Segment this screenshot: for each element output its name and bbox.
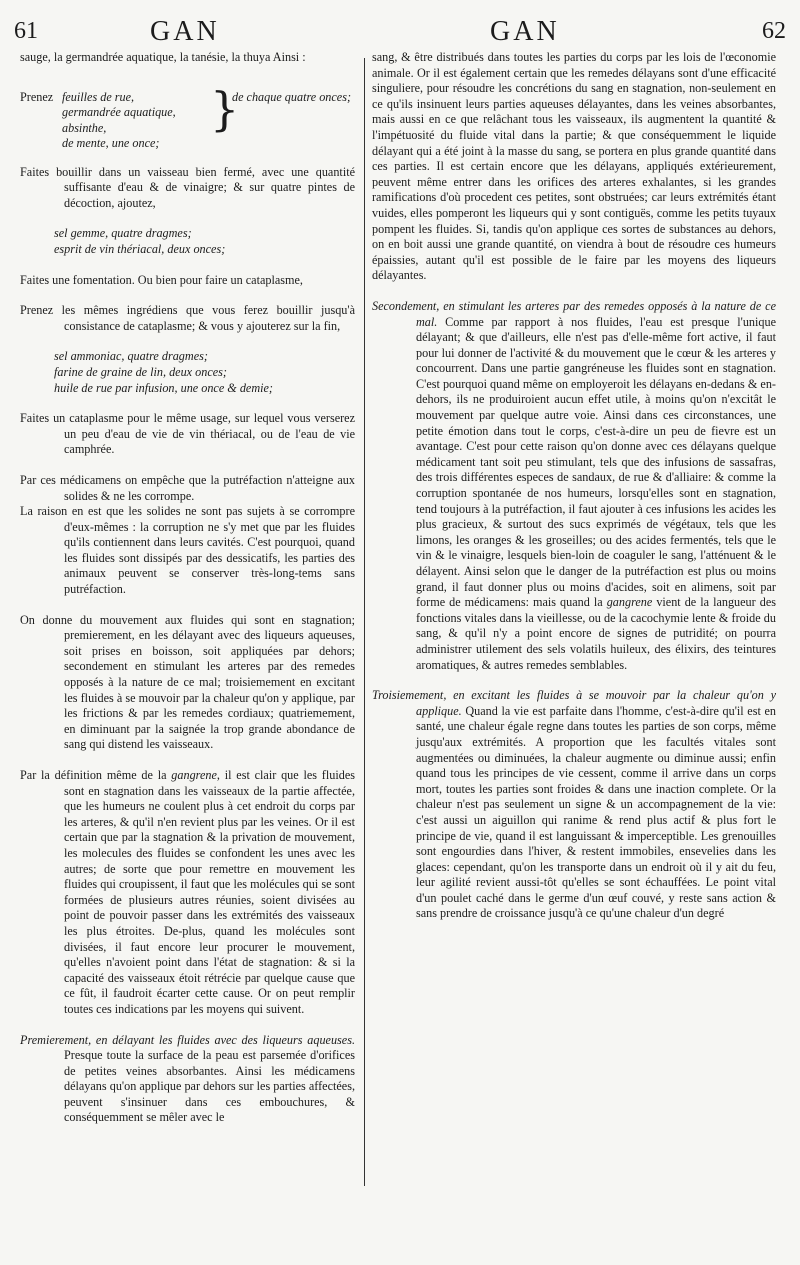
paragraph: On donne du mouvement aux fluides qui sont en stagnation; premierement, en les délayant avec des liqueurs aqueuses, soit prises en boisson, soit appliquées par dehors; secondement en stimulant les arteres par des remedes opposés à la nature de ce mal; troisiemement en excitant les fluides à se mouvoir par la chaleur qu'on y applique, par les frictions & par les remedes cordiaux; quatriemement, en diminuant par la saignée la trop grande abondance de sang qui distend les vaisseaux. <box>20 612 355 752</box>
paragraph: Par ces médicamens on empêche que la putréfaction n'atteigne aux solides & ne les corrompe. <box>20 472 355 503</box>
formula-line: sel ammoniac, quatre dragmes; <box>54 349 208 364</box>
paragraph: Faites une fomentation. Ou bien pour faire un cataplasme, <box>20 272 303 287</box>
left-running-head: GAN <box>150 16 220 47</box>
text-run: , il est clair que les fluides sont en stagnation dans les vaisseaux de la partie affectée, que les humeurs ne coulent plus à cet endroit du corps par les arteres, & qu'il n'en revient plus par les veines. Or il est certain que par la stagnation & la privation de mouvement, les molecules des fluides se confondent les unes avec les autres; de sorte que pour remettre en mouvement les fluides qui croupissent, il faut que les molécules qui se sont formées de plusieurs autres réunies, soient divisées au point de pouvoir passer dans les extrémités des vaisseaux les plus étroites. De-plus, quand les molécules sont divisées, il faut encore leur procurer le mouvement, qu'elles n'avoient point dans l'état de stagnation: & si la capacité des vaisseaux étoit rétrécie par quelque cause que ce fût, il faudroit écarter cette cause. Or on peut remplir toutes ces indications par les moyens qui suivent. <box>64 768 355 1016</box>
formula-list <box>54 349 355 396</box>
page-header <box>0 10 800 50</box>
text-run-italic: Troisiemement, en excitant les fluides à se mouvoir par la chaleur qu'on y applique. <box>372 688 776 718</box>
paragraph: Prenez les mêmes ingrédiens que vous ferez bouillir jusqu'à consistance de cataplasme; & vous y ajouterez sur la fin, <box>20 303 355 333</box>
recipe-items <box>62 90 176 152</box>
paragraph: Faites un cataplasme pour le même usage, sur lequel vous verserez un peu d'eau de vie de vin thériacal, ou de l'eau de vie camphrée. <box>20 411 355 457</box>
text-run-italic: gangrene <box>606 595 653 610</box>
recipe-block <box>20 81 355 151</box>
paragraph: Faites bouillir dans un vaisseau bien fermé, avec une quantité suffisante d'eau & de vinaigre; & sur quatre pintes de décoction, ajoutez, <box>20 164 355 210</box>
text-run: Presque toute la surface de la peau est parsemée d'orifices de petites veines absorbantes. Ainsi les médicamens délayans qu'on applique par dehors sur les parties affectées, peuvent s'insinuer dans ces embouchures, & conséquemment se mêler avec le <box>64 1048 355 1125</box>
recipe-item: absinthe, <box>62 120 107 135</box>
recipe-quantity: de chaque quatre onces; <box>232 89 352 104</box>
right-page-number: 62 <box>762 18 786 44</box>
text-run: Quand la vie est parfaite dans l'homme, c'est-à-dire qu'il est en santé, une chaleur égale regne dans toutes les parties de son corps, même jusqu'aux extrémités. A proportion que les facultés vitales sont augmentées ou diminuées, la chaleur augmente ou diminue aussi; enfin quand tous les principes de vie cessent, comme il arrive dans un corps mort, toutes les parties sont froides & dans une inaction complete. Or la chaleur n'est pas seulement un signe & un accompagnement de la vie: c'est aussi un aiguillon qui ranime & rend plus actif & plus fort le principe de vie, quand il est languissant & imperceptible. Les grenouilles sont engourdies dans l'hiver, & restent immobiles, ensevelies dans les glaces: cependant, qu'on les transporte dans un endroit où il y ait du feu, leur agilité revient aussi-tôt qu'elles se sont échauffées. Le point vital d'un poulet caché dans le germe d'un œuf couvé, y reste sans action & sans prendre de croissance jusqu'à ce qu'une chaleur d'un degré <box>416 703 776 921</box>
formula-line: huile de rue par infusion, une once & demie; <box>54 380 273 395</box>
paragraph <box>372 299 776 673</box>
recipe-item: de mente, une once; <box>62 136 160 151</box>
recipe-item: feuilles de rue, <box>62 89 135 104</box>
paragraph: sauge, la germandrée aquatique, la tanésie, la thuya Ainsi : <box>20 50 306 64</box>
paragraph <box>20 1033 355 1127</box>
paragraph: La raison en est que les solides ne sont pas sujets à se corrompre d'eux-mêmes : la corruption ne s'y met que par les fluides qu'ils contiennent dans leurs cavités. C'est pourquoi, quand les fluides sont dissipés par des dessicatifs, les parties des animaux peuvent se conserver très-long-tems sans putréfaction. <box>20 504 355 597</box>
text-run: vient de la langueur des fonctions vitales dans la vieillesse, ou de la cacochymie lente & froide du sang, & qu'il n'y a point encore de signes de putridité; on pourra administrer utilement des sels volatils huileux, des élixirs, des teintures aromatiques, & autres remedes semblables. <box>416 595 776 672</box>
text-run: Par la définition même de la <box>20 768 172 782</box>
right-column <box>372 50 776 937</box>
text-run-italic: gangrene <box>171 768 217 782</box>
formula-list <box>54 226 355 257</box>
right-running-head: GAN <box>490 16 560 47</box>
formula-line: esprit de vin thériacal, deux onces; <box>54 241 226 256</box>
left-page-number: 61 <box>14 18 38 44</box>
paragraph: sang, & être distribués dans toutes les parties du corps par les lois de l'œconomie animale. Or il est également certain que les remedes délayans sont d'une efficacité singuliere, pour résoudre les concrétions du sang en stagnation, non-seulement en ce qu'ils insinuent leurs parties aqueuses délayantes, dans les veines absorbantes, mais aussi en ce que relâchant tous les vaisseaux, ils augmentent la quantité & l'impétuosité du fluide vital dans la partie; & que conséquemment le liquide délayant qui a été joint à la masse du sang, se portera en plus grande quantité dans ces parties. Il est certain encore que les délayans, appliqués extérieurement, peuvent même entrer dans les orifices des arteres exhalantes, si les grandes ramifications d'où procedent ces petites, sont obstruées; car leurs extrémités étant vuides, elles pomperont les liqueurs qui y sont contiguës, comme les petits tuyaux pompent les fluides. Si, tandis qu'on applique ces sortes de substances au dehors, on en boit aussi une grande quantité, on viendra à bout de résoudre ces humeurs épaissies, autant qu'il est possible de le faire par les moyens des liqueurs délayantes. <box>372 50 776 283</box>
recipe-lead: Prenez <box>20 89 54 104</box>
column-divider <box>364 58 365 1186</box>
formula-line: farine de graine de lin, deux onces; <box>54 364 227 379</box>
text-run-italic: Secondement, en stimulant les arteres par des remedes opposés à la nature de ce mal. <box>372 298 776 329</box>
recipe-item: germandrée aquatique, <box>62 105 176 120</box>
formula-line: sel gemme, quatre dragmes; <box>54 226 192 241</box>
left-column <box>20 50 355 1141</box>
paragraph <box>372 688 776 922</box>
brace-glyph: } <box>210 81 240 136</box>
text-run: Comme par rapport à nos fluides, l'eau est presque l'unique délayant; & que d'ailleurs, elle n'est pas d'elle-même fort active, il faut pour lui donner de l'activité & du mouvement que le cœur & les arteres y concourrent. Dans une partie gangréneuse les fluides sont en stagnation. C'est pourquoi quand même on employeroit les délayans en-dedans & en-dehors, ils ne produiroient aucun effet utile, à moins qu'on n'excitât le mouvement par quelque autre voie. Ainsi dans ces circonstances, une petite émotion dans tout le corps, c'est-à-dire un peu de fievre est un avantage. C'est pour cette raison qu'on donne avec ces délayans quelque médicament tant soit peu stimulant, tels que des infusions de sassafras, des trois différentes especes de sandaux, de rue & d'alliaire: & comme la corruption spontanée de nos humeurs, lorsqu'elles sont en stagnation, tend toujours à la putréfaction, il faut ajouter à ces infusions les acides les plus gracieux, & surtout des sucs exprimés de végétaux, tels que les limons, les oranges & les groseilles; ou des acides fermentés, tels que le vin & le vinaigre, lesquels bien-loin de coaguler le sang, l'atténuent & le délayent. Ainsi selon que le danger de la putréfaction est plus ou moins grand, il faut donner plus ou moins d'acides, soit en alimens, soit par forme de médicamens: mais quand la <box>416 314 776 610</box>
paragraph <box>20 768 355 1018</box>
text-run-italic: Premierement, en délayant les fluides avec des liqueurs aqueuses. <box>20 1032 355 1047</box>
